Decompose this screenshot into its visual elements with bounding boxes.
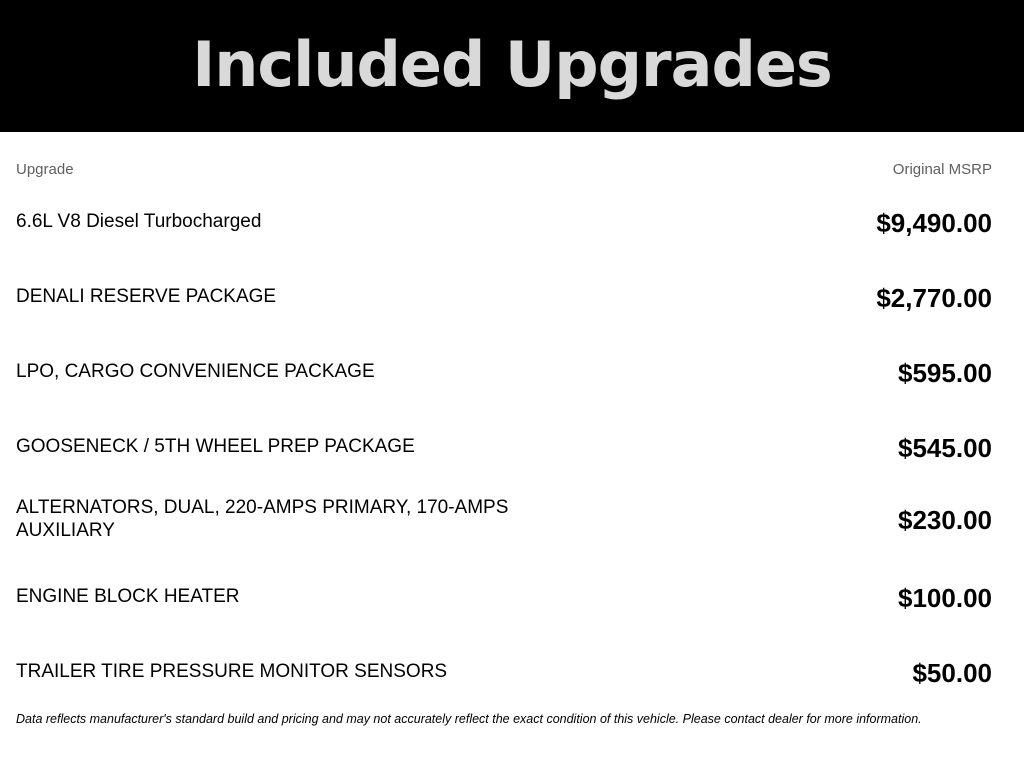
upgrade-name: ENGINE BLOCK HEATER [16,586,240,607]
upgrade-name: TRAILER TIRE PRESSURE MONITOR SENSORS [16,661,448,682]
column-header-upgrade: Upgrade [16,161,74,178]
table-row [0,200,1024,275]
table-row [0,275,1024,350]
upgrade-price: $2,770.00 [876,283,992,313]
upgrade-price: $230.00 [898,505,992,535]
upgrade-name: LPO, CARGO CONVENIENCE PACKAGE [16,361,375,382]
table-row [0,575,1024,650]
table-row [0,425,1024,500]
upgrade-price: $9,490.00 [876,208,992,238]
table-row [0,497,1024,575]
upgrades-table [0,200,1024,725]
upgrade-name: ALTERNATORS, DUAL, 220-AMPS PRIMARY, 170-AMPS AUXILIARY [16,497,509,541]
upgrade-price: $100.00 [898,583,992,613]
upgrade-price: $50.00 [912,658,992,688]
upgrade-name: GOOSENECK / 5TH WHEEL PREP PACKAGE [16,436,415,457]
upgrade-price: $545.00 [898,433,992,463]
upgrade-name: DENALI RESERVE PACKAGE [16,286,277,307]
table-row [0,350,1024,425]
upgrade-name: 6.6L V8 Diesel Turbocharged [16,211,262,232]
header-banner [0,0,1024,132]
disclaimer-text: Data reflects manufacturer's standard build and pricing and may not accurately reflect the exact condition of this vehicle. Please contact dealer for more information. [16,712,922,726]
column-header-msrp: Original MSRP [892,161,992,178]
upgrade-price: $595.00 [898,358,992,388]
page-title: Included Upgrades [192,28,832,101]
